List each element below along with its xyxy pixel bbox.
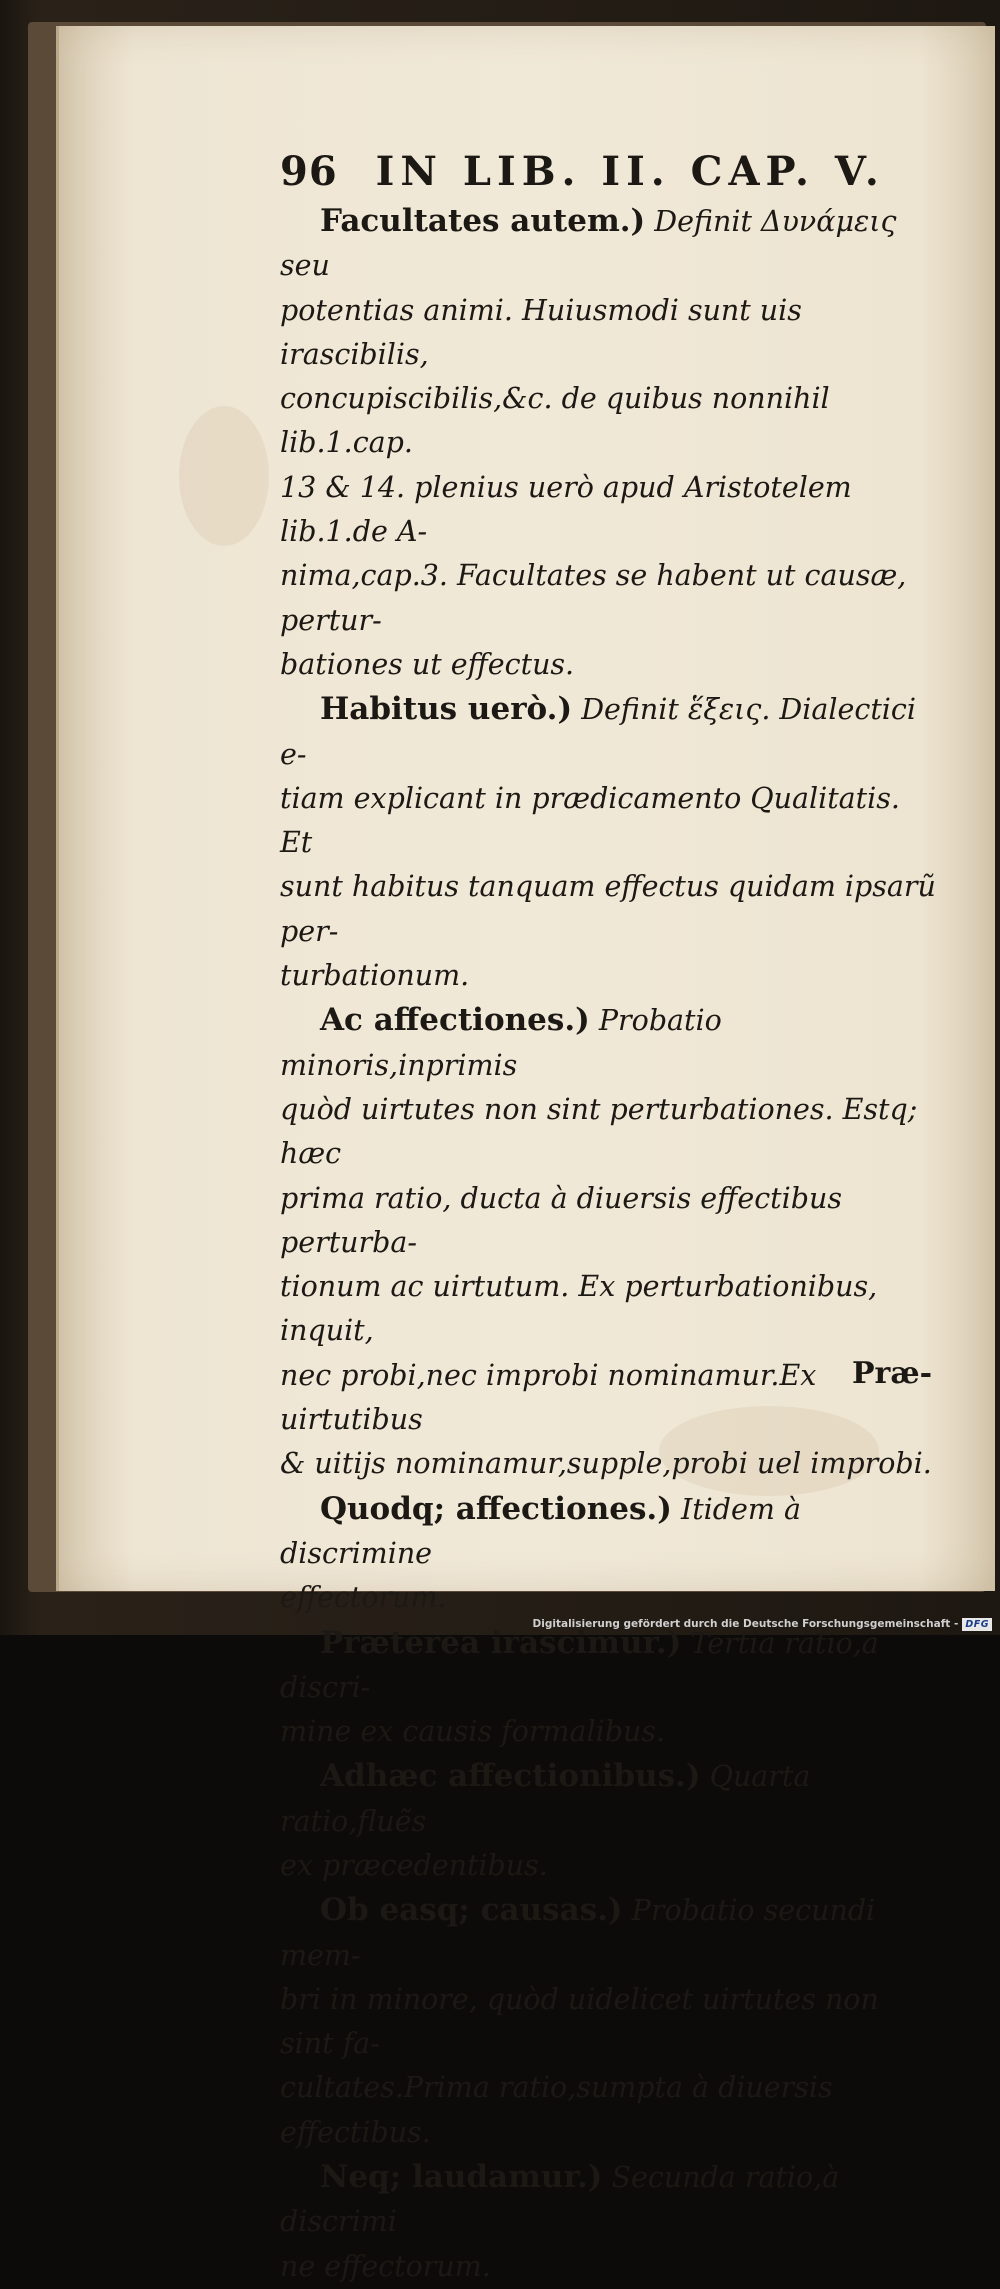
lemma: Facultates autem.): [320, 203, 646, 239]
running-header: [280, 148, 940, 195]
lemma: Adhæc affectionibus.): [320, 1758, 701, 1795]
text-line: Definit Δυνάμεις seu: [280, 205, 897, 283]
text-line: ex præcedentibus.: [280, 1848, 548, 1882]
running-head: IN LIB. II. CAP. V.: [375, 148, 885, 195]
text-line: Itidem à discrimine: [280, 1492, 801, 1570]
text-line: concupiscibilis,&c. de quibus nonnihil lib.1.cap.: [280, 382, 830, 460]
paragraph: [280, 1621, 940, 1755]
lemma: Ob easq; causas.): [320, 1892, 623, 1929]
text-line: Secunda ratio,à discrimi: [280, 2161, 840, 2239]
text-line: 13 & 14. plenius uerò apud Aristotelem lib.1.de A-: [280, 470, 852, 549]
text-line: nec probi,nec improbi nominamur.Ex uirtutibus: [280, 1358, 817, 1437]
text-line: Quarta ratio,fluẽs: [280, 1760, 811, 1838]
lemma: Quodq; affectiones.): [320, 1490, 672, 1527]
page-number: 96: [280, 148, 338, 195]
catchword: Præ-: [852, 1356, 933, 1391]
digitization-credit: [533, 1615, 992, 1633]
paragraph: [280, 1487, 940, 1621]
text-line: bri in minore, quòd uidelicet uirtutes non sint fa-: [280, 1982, 879, 2061]
paragraph: [280, 687, 940, 998]
dfg-logo: DFG: [962, 1618, 992, 1631]
text-line: prima ratio, ducta à diuersis effectibus perturba-: [280, 1181, 842, 1259]
paragraph: [280, 2155, 940, 2289]
text-line: quòd uirtutes non sint perturbationes. Estq; hæc: [280, 1092, 918, 1171]
paragraph: [280, 1888, 940, 2155]
paper-stain: [179, 406, 269, 546]
paragraph: [280, 998, 940, 1486]
lemma: Ac affectiones.): [320, 1002, 590, 1039]
text-line: Probatio minoris,inprimis: [280, 1004, 722, 1082]
text-line: ne effectorum.: [280, 2249, 491, 2283]
text-line: Probatio secundi mem-: [280, 1894, 876, 1972]
text-line: effectorum.: [280, 1581, 447, 1615]
text-line: Definit ἕξεις. Dialectici e-: [280, 693, 916, 771]
page-text: [280, 148, 940, 2289]
text-line: cultates.Prima ratio,sumpta à diuersis effectibus.: [280, 2071, 833, 2149]
paragraph: [280, 199, 940, 687]
text-line: turbationum.: [280, 959, 470, 993]
paragraph: [280, 1754, 940, 1888]
lemma: Præterea irascimur.): [320, 1624, 682, 1661]
text-line: nima,cap.3. Facultates se habent ut causæ, pertur-: [280, 559, 907, 637]
text-line: tionum ac uirtutum. Ex perturbationibus, inquit,: [280, 1270, 878, 1348]
lemma: Habitus uerò.): [320, 691, 573, 728]
text-line: & uitijs nominamur,supple,probi uel improbi.: [280, 1447, 932, 1481]
text-line: potentias animi. Huiusmodi sunt uis irascibilis,: [280, 293, 802, 371]
text-line: tiam explicant in prædicamento Qualitatis. Et: [280, 781, 900, 860]
credit-text: Digitalisierung gefördert durch die Deutsche Forschungsgemeinschaft -: [532, 1618, 959, 1630]
text-line: mine ex causis formalibus.: [280, 1715, 666, 1749]
text-line: bationes ut effectus.: [280, 647, 575, 681]
text-line: Tertia ratio,à discri-: [280, 1626, 879, 1704]
lemma: Neq; laudamur.): [320, 2159, 603, 2196]
text-line: sunt habitus tanquam effectus quidam ipsarũ per-: [280, 870, 936, 948]
